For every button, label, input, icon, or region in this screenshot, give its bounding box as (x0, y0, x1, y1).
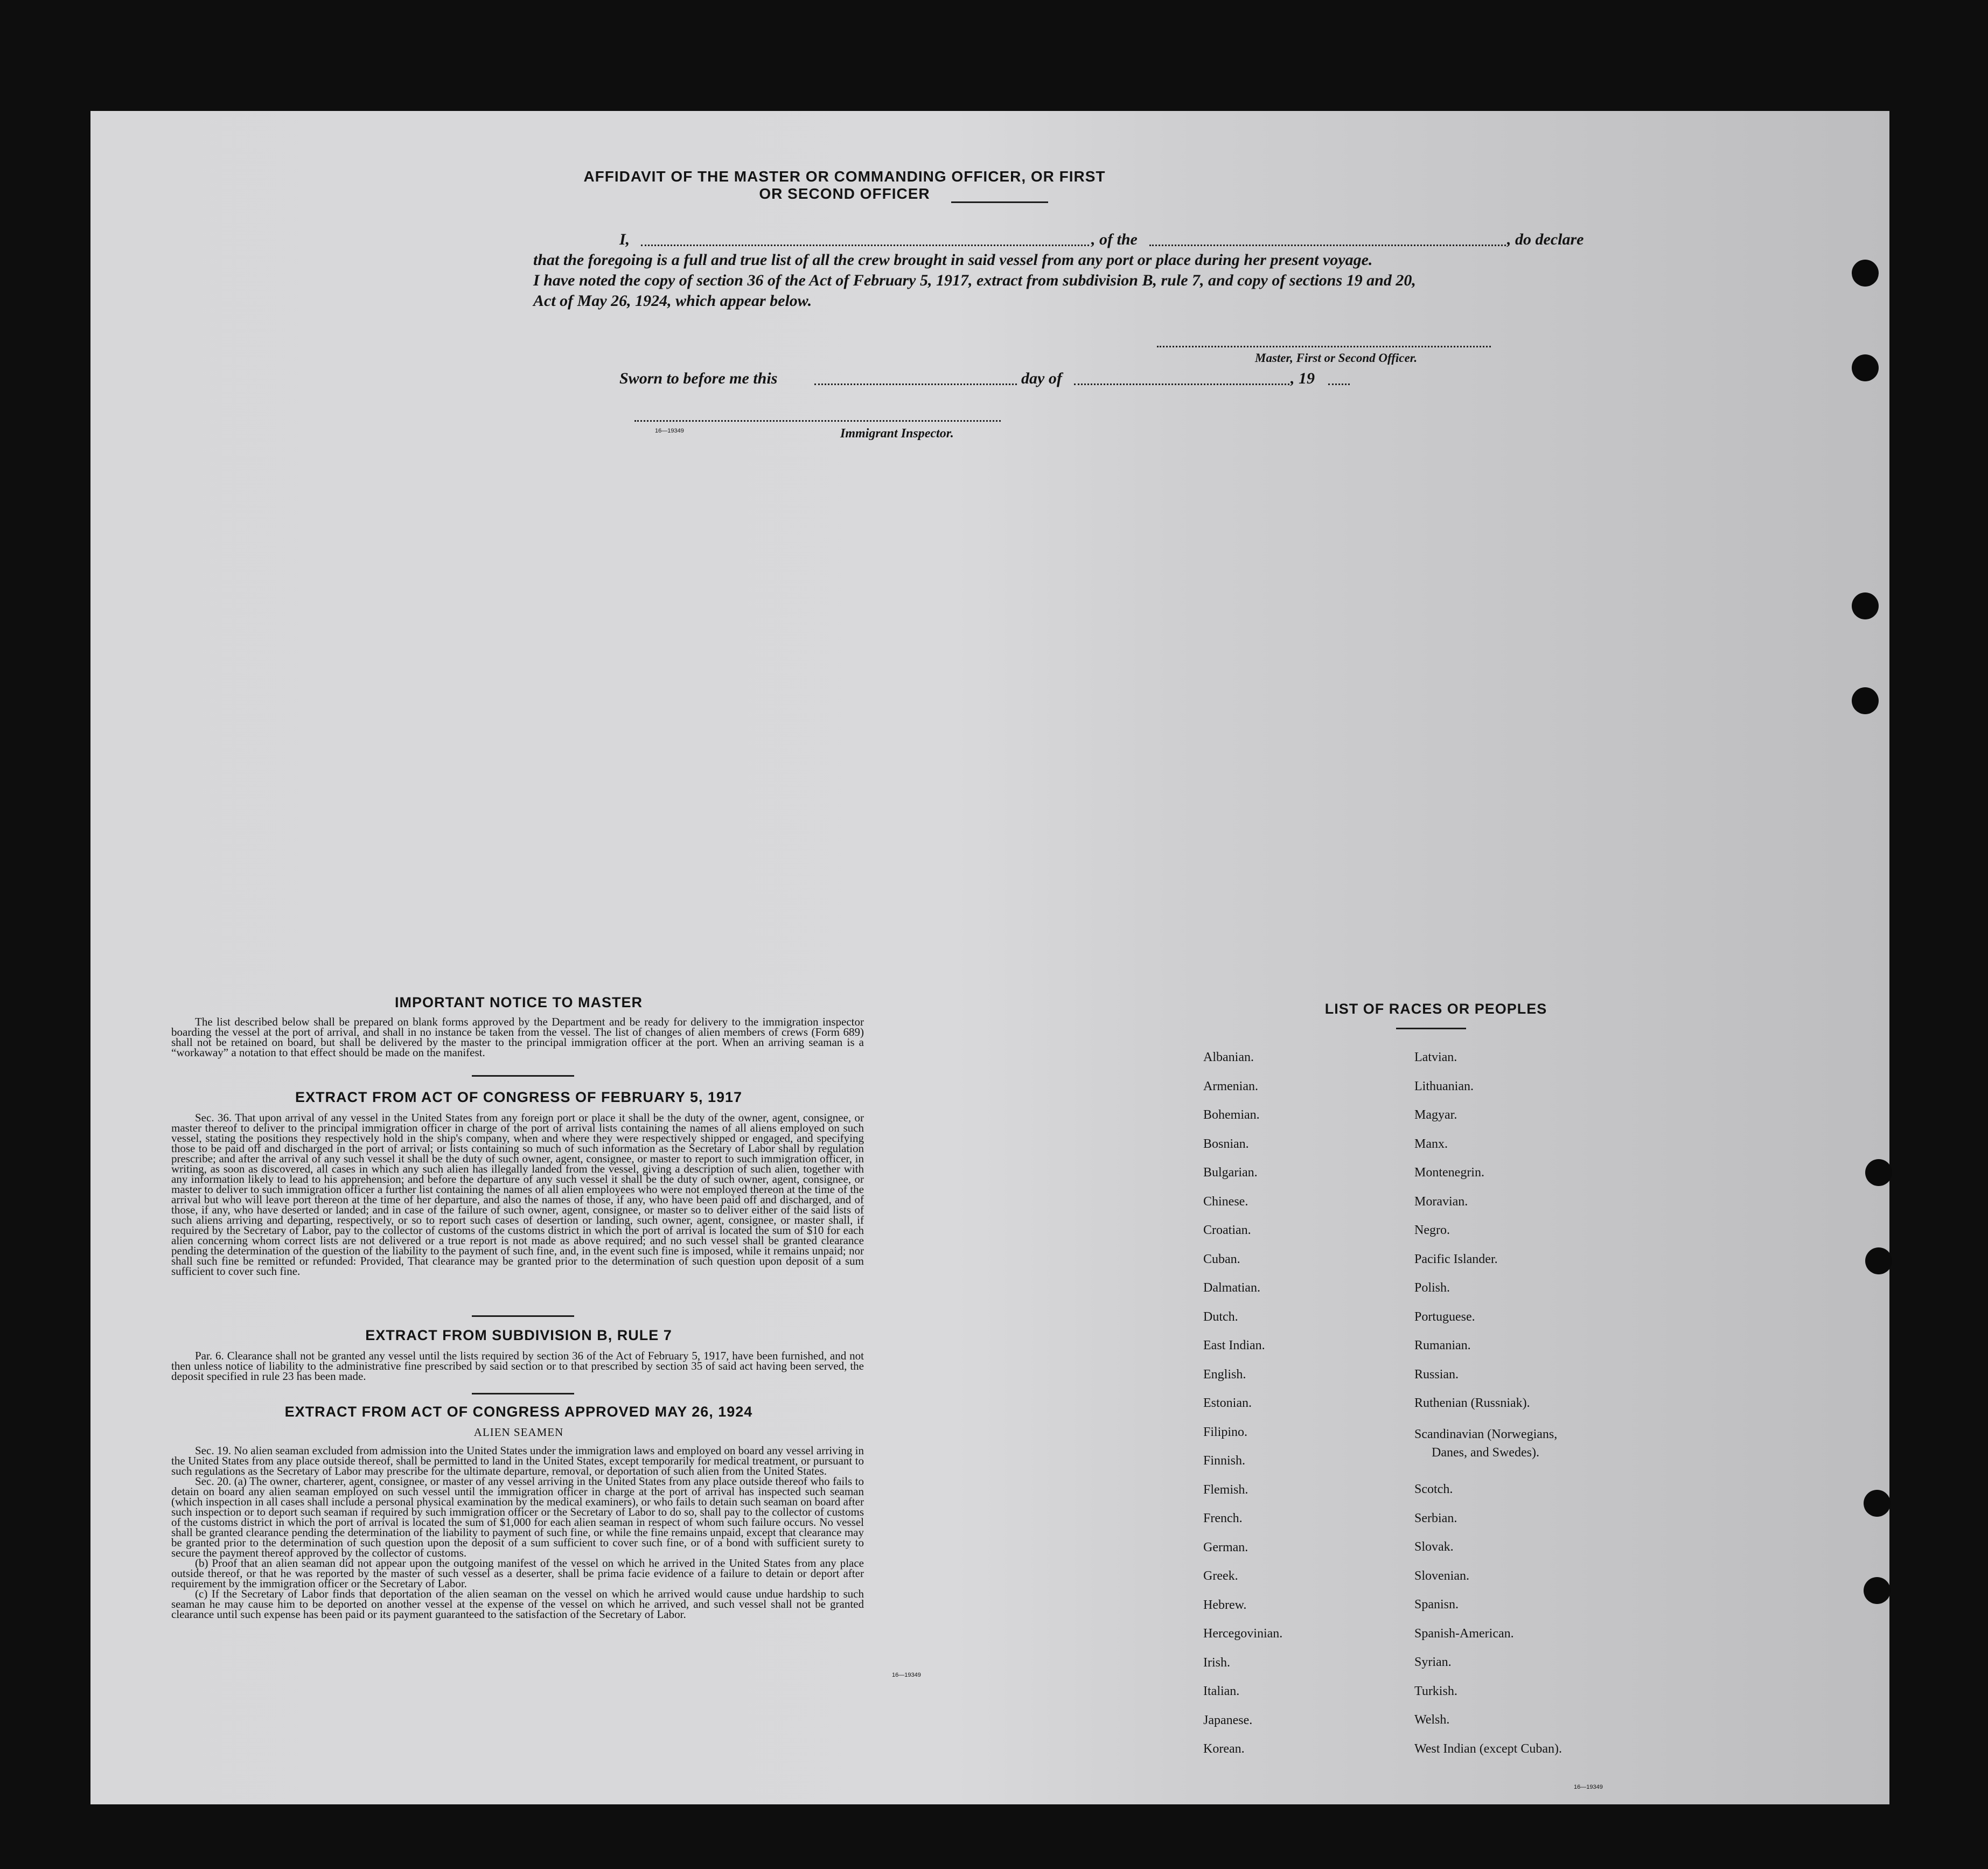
punch-hole (1852, 592, 1879, 619)
race-item: Russian. (1414, 1367, 1459, 1382)
sec-20b: (b) Proof that an alien seaman did not appear upon the outgoing manifest of the vessel on which he arrived in the United States from any place outside thereof, or that he was reported by the master of such vessel as a deserter, shall be prima facie evidence of a failure to detain or deport after requirement by the immigration officer or the Secretary of Labor. (171, 1557, 864, 1590)
affidavit-line-4: Act of May 26, 1924, which appear below. (533, 292, 812, 310)
sec-20c: (c) If the Secretary of Labor finds that deportation of the alien seaman on the vessel on which he arrived would cause undue hardship to such seaman he may cause him to be deported on another vessel at the expense of the vessel on which he arrived, and such vessel shall not be granted clearance until such expense has been paid or its payment guaranteed to the satisfaction of the Secretary of Labor. (171, 1587, 864, 1621)
race-item: Korean. (1203, 1742, 1245, 1756)
punch-hole (1864, 1577, 1891, 1604)
race-item: Bohemian. (1203, 1108, 1260, 1122)
inspector-label: Immigrant Inspector. (840, 427, 954, 441)
race-item: Pacific Islander. (1414, 1252, 1498, 1266)
extract-1917-body: Sec. 36. That upon arrival of any vessel in the United States from any foreign port or place it shall be the duty of the owner, agent, consignee, or master thereof to deliver to the principal immigration officer in charge of the port of arrival lists containing the names of all aliens employed on such vessel, stating the positions they respectively hold in the ship's company, when and where they were respectively shipped or engaged, and specifying those to be paid off and discharged in the port of arrival; or lists containing so much of such information as the Secretary of Labor shall by regulation prescribe; and after the arrival of any such vessel it shall be the duty of such owner, agent, consignee, or master to report to such immigration officer, in writing, as soon as discovered, all cases in which any such alien has illegally landed from the vessel, giving a description of such alien, together with any information likely to lead to his apprehension; and before the departure of any such vessel it shall be the duty of such owner, agent, consignee, or master to deliver to such immigration officer a further list containing the names of all alien employees who were not employed thereon at the time of the arrival but who will leave port thereon at the time of her departure, and also the names of those, if any, who have been paid off and discharged, and of those, if any, who have deserted or landed; and in case of the failure of such owner, agent, consignee, or master so to deliver either of the said lists of such aliens arriving and departing, respectively, or so to report such cases of desertion or landing, such owner, agent, consignee, or master shall, if required by the Secretary of Labor, pay to the collector of customs of the customs district in which the port of arrival is located the sum of $10 for each alien concerning whom correct lists are not delivered or a true report is not made as above required; and no such vessel shall be granted clearance pending the determination of the question of the liability to the payment of such fine, and, in the event such fine is imposed, while it remains unpaid; nor shall such fine be remitted or refunded: Provided, That clearance may be granted prior to the determination of such question upon deposit of a sum sufficient to cover such fine. (171, 1111, 864, 1278)
sworn-label: Sworn to before me this (619, 369, 778, 387)
race-item: Spanish-American. (1414, 1626, 1514, 1641)
punch-hole (1864, 1490, 1891, 1517)
race-item: Filipino. (1203, 1425, 1248, 1439)
race-item: Spanisn. (1414, 1598, 1459, 1612)
races-title: LIST OF RACES OR PEOPLES (1324, 1001, 1547, 1017)
race-item: Syrian. (1414, 1655, 1452, 1669)
punch-hole (1852, 354, 1879, 381)
race-item: West Indian (except Cuban). (1414, 1741, 1562, 1756)
affidavit-line-3: I have noted the copy of section 36 of the Act of February 5, 1917, extract from subdivision B, rule 7, and copy of sections 19 and 20, (533, 271, 1416, 289)
race-item: Croatian. (1203, 1223, 1251, 1237)
master-signature-label: Master, First or Second Officer. (1255, 351, 1418, 365)
notice-title: IMPORTANT NOTICE TO MASTER (395, 994, 643, 1010)
day-of-label: day of (1021, 369, 1062, 387)
race-item: Portuguese. (1414, 1309, 1475, 1324)
sec-20a: Sec. 20. (a) The owner, charterer, agent, consignee, or master of any vessel arriving in the United States from any place outside thereof who fails to detain on board any alien seaman employed on such vessel until the immigration officer in charge at the port of arrival has inspected such seaman (which inspection in all cases shall include a personal physical examination by the medical examiners), or who fails to detain such seaman on board after such inspection or to deport such seaman if required by such immigration officer or the Secretary of Labor to do so, shall pay to the collector of customs of the customs district in which the port of arrival is located the sum of $1,000 for each alien seaman in respect of whom such failure occurs. No vessel shall be granted clearance pending the determination of the liability to payment of such fine, or while the fine remains unpaid, except that clearance may be granted prior to the determination of such question upon the deposit of a sum sufficient to cover such fine, or of a bond with sufficient surety to secure the payment thereof approved by the collector of customs. (171, 1475, 864, 1559)
affidavit-title: AFFIDAVIT OF THE MASTER OR COMMANDING OFFICER, OR FIRST OR SECOND OFFICER (583, 168, 1106, 202)
race-item: Bosnian. (1203, 1136, 1249, 1151)
affidavit-declare: , do declare (1507, 231, 1584, 248)
punch-hole (1852, 260, 1879, 287)
race-item: Scotch. (1414, 1482, 1453, 1496)
race-item: Ruthenian (Russniak). (1414, 1396, 1530, 1410)
race-item: Finnish. (1203, 1454, 1246, 1468)
race-item: Japanese. (1203, 1713, 1253, 1727)
race-item: Latvian. (1414, 1050, 1457, 1064)
race-item: Armenian. (1203, 1079, 1258, 1093)
notice-body: The list described below shall be prepared on blank forms approved by the Department and be ready for delivery to the immigration inspector boarding the vessel at the port of arrival, and shall in no instance be taken from the vessel. The list of changes of alien members of crews (Form 689) shall not be retained on board, but shall be delivered by the master to the principal immigration officer at the port. When an arriving seaman is a “workaway” a notation to that effect should be made on the manifest. (171, 1015, 864, 1059)
sworn-month-blank[interactable] (1074, 380, 1289, 385)
sworn-year-blank[interactable] (1328, 380, 1350, 385)
section-divider (472, 1393, 574, 1394)
race-item: Danes, and Swedes). (1432, 1446, 1539, 1460)
race-item: Dalmatian. (1203, 1281, 1260, 1295)
affidavit-line-1 (533, 229, 1610, 250)
title-underline (951, 201, 1048, 203)
race-item: Rumanian. (1414, 1338, 1471, 1352)
extract-1924-body (171, 1446, 864, 1620)
section-divider (472, 1315, 574, 1317)
sworn-day-blank[interactable] (814, 380, 1017, 385)
race-item: Moravian. (1414, 1194, 1468, 1209)
race-item: Welsh. (1414, 1713, 1450, 1727)
race-item: Bulgarian. (1203, 1166, 1258, 1180)
affidavit-statement (533, 229, 1610, 311)
race-item: French. (1203, 1511, 1243, 1525)
race-item: Slovak. (1414, 1540, 1454, 1554)
punch-hole (1865, 1247, 1892, 1274)
race-item: Turkish. (1414, 1684, 1457, 1698)
sworn-line (533, 368, 1395, 390)
form-number: 16—19349 (892, 1672, 921, 1678)
affidavit-line-2: that the foregoing is a full and true list of all the crew brought in said vessel from any port or place during her present voyage. (533, 251, 1373, 269)
race-item: Hebrew. (1203, 1598, 1247, 1612)
race-item: Greek. (1203, 1569, 1238, 1583)
extract-1917-section (134, 1089, 904, 1106)
vessel-blank[interactable] (1149, 241, 1506, 246)
rule7-title: EXTRACT FROM SUBDIVISION B, RULE 7 (365, 1327, 672, 1343)
race-item: Albanian. (1203, 1050, 1254, 1064)
master-signature-line[interactable] (1157, 343, 1491, 347)
race-item: Flemish. (1203, 1482, 1248, 1497)
race-item: Chinese. (1203, 1194, 1248, 1209)
punch-hole (1852, 687, 1879, 714)
affidavit-section (575, 168, 1114, 203)
form-number: 16—19349 (655, 428, 684, 434)
race-item: Serbian. (1414, 1511, 1457, 1525)
races-section (1247, 1001, 1624, 1017)
form-number: 16—19349 (1574, 1784, 1603, 1790)
sec-19: Sec. 19. No alien seaman excluded from admission into the United States under the immigration laws and employed on board any vessel arriving in the United States from any place outside thereof, shall be permitted to land in the United States, except temporarily for medical treatment, or pursuant to such regulations as the Secretary of Labor may prescribe for the ultimate departure, removal, or deportation of such alien from the United States. (171, 1444, 864, 1477)
document-sheet (90, 111, 1889, 1804)
name-blank[interactable] (641, 241, 1089, 246)
race-item: Slovenian. (1414, 1568, 1469, 1583)
section-divider (472, 1075, 574, 1077)
affidavit-i: I, (619, 231, 630, 248)
extract-1924-title: EXTRACT FROM ACT OF CONGRESS APPROVED MAY 26, 1924 (284, 1404, 753, 1420)
rule7-section (134, 1327, 904, 1344)
race-item: German. (1203, 1540, 1248, 1554)
section-divider (1396, 1028, 1466, 1029)
race-item: Manx. (1414, 1136, 1448, 1151)
extract-1924-section (134, 1404, 904, 1439)
race-item: Lithuanian. (1414, 1079, 1474, 1093)
race-item: Irish. (1203, 1655, 1230, 1670)
affidavit-of-the: , of the (1091, 231, 1138, 248)
race-item: Italian. (1203, 1684, 1240, 1698)
race-item: Montenegrin. (1414, 1166, 1484, 1180)
rule7-body: Par. 6. Clearance shall not be granted any vessel until the lists required by section 36 of the Act of February 5, 1917, have been furnished, and not then unless notice of liability to the administrative fine prescribed by said section or to that prescribed by section 35 of said act having been served, the deposit specified in rule 23 has been made. (171, 1349, 864, 1383)
race-item: Estonian. (1203, 1396, 1252, 1410)
race-item: Negro. (1414, 1223, 1450, 1237)
race-item: English. (1203, 1367, 1246, 1382)
race-item: Hercegovinian. (1203, 1627, 1283, 1641)
punch-hole (1865, 1159, 1892, 1186)
year-label: , 19 (1291, 369, 1315, 387)
inspector-signature-line[interactable] (634, 417, 1001, 422)
race-item: Scandinavian (Norwegians, (1414, 1427, 1558, 1441)
race-item: East Indian. (1203, 1338, 1265, 1352)
alien-seamen-subtitle: ALIEN SEAMEN (473, 1426, 564, 1439)
notice-section (134, 994, 904, 1011)
extract-1917-title: EXTRACT FROM ACT OF CONGRESS OF FEBRUARY 5, 1917 (295, 1089, 743, 1105)
race-item: Magyar. (1414, 1108, 1457, 1122)
race-item: Cuban. (1203, 1252, 1240, 1266)
race-item: Dutch. (1203, 1309, 1238, 1324)
race-item: Polish. (1414, 1281, 1450, 1295)
